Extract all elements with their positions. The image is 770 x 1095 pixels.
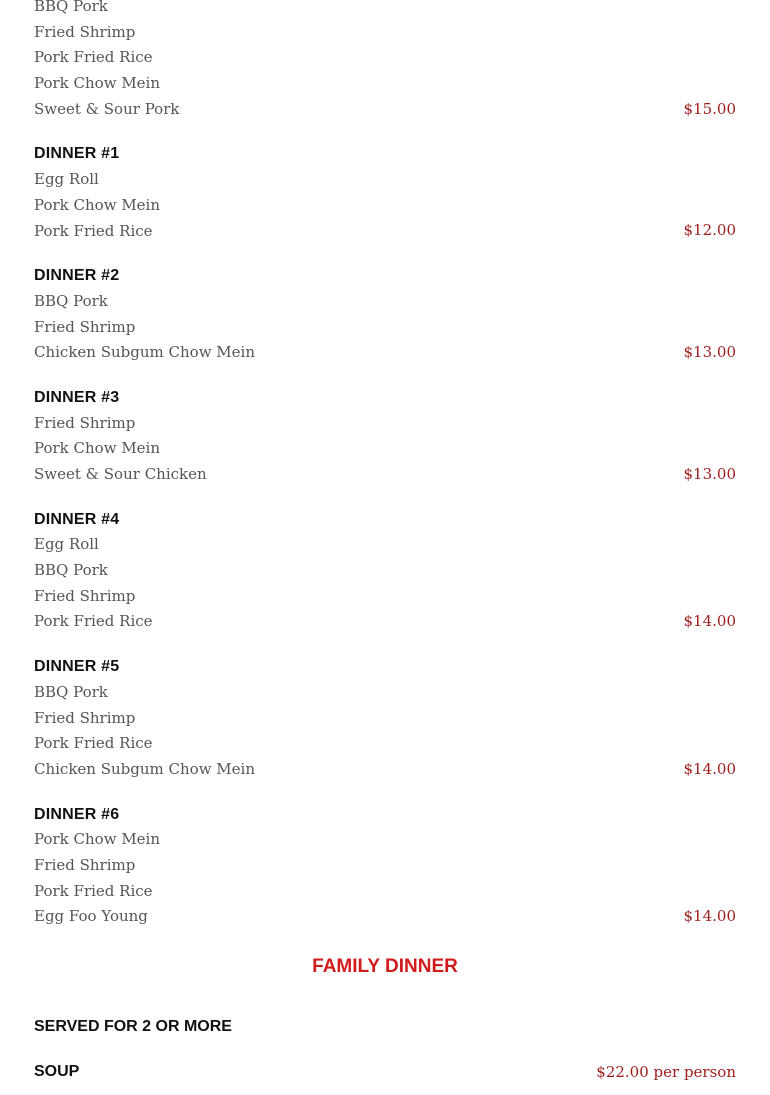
menu-item: Pork Fried Rice — [34, 734, 153, 753]
soup-heading: SOUP — [34, 1063, 80, 1080]
menu-item-label: Chicken Subgum Chow Mein — [34, 759, 255, 778]
menu-item: BBQ Pork — [34, 291, 108, 310]
served-note: SERVED FOR 2 OR MORE — [34, 1018, 232, 1035]
dinner-heading: DINNER #4 — [34, 510, 120, 528]
dinner-block-3 — [34, 385, 736, 488]
menu-price: $14.00 — [683, 907, 736, 926]
menu-price: $12.00 — [683, 221, 736, 240]
menu-item-label: Pork Fried Rice — [34, 221, 153, 240]
menu-item: BBQ Pork — [34, 0, 108, 15]
menu-item: Fried Shrimp — [34, 317, 136, 336]
menu-item: Pork Fried Rice — [34, 48, 153, 67]
menu-item: Pork Chow Mein — [34, 439, 161, 458]
menu-item-label: Sweet & Sour Pork — [34, 99, 180, 118]
menu-item: Pork Chow Mein — [34, 195, 161, 214]
menu-item — [34, 97, 736, 123]
dinner-block-4 — [34, 507, 736, 635]
dinner-block-1 — [34, 141, 736, 244]
menu-item — [34, 219, 736, 245]
menu-item — [34, 904, 736, 930]
dinner-heading: DINNER #3 — [34, 388, 120, 406]
menu-item — [34, 462, 736, 488]
menu-item: Fried Shrimp — [34, 586, 136, 605]
menu-item: Egg Roll — [34, 170, 99, 189]
dinner-heading: DINNER #5 — [34, 658, 120, 676]
menu-item — [34, 340, 736, 366]
menu-block-top — [34, 0, 736, 122]
dinner-heading: DINNER #1 — [34, 145, 120, 163]
dinner-block-6 — [34, 802, 736, 930]
menu-item: Fried Shrimp — [34, 708, 136, 727]
menu-price: $13.00 — [683, 464, 736, 483]
menu-item: Pork Chow Mein — [34, 830, 161, 849]
menu-item: BBQ Pork — [34, 561, 108, 580]
menu-price: $13.00 — [683, 343, 736, 362]
menu-item-label: Chicken Subgum Chow Mein — [34, 343, 255, 362]
menu-item: Fried Shrimp — [34, 413, 136, 432]
menu-item — [34, 757, 736, 783]
menu-price: $14.00 — [683, 759, 736, 778]
dinner-block-5 — [34, 654, 736, 782]
menu-item: Egg Roll — [34, 535, 99, 554]
menu-item — [34, 609, 736, 635]
menu-item: Pork Chow Mein — [34, 74, 161, 93]
dinner-block-2 — [34, 263, 736, 366]
family-dinner-title: FAMILY DINNER — [312, 956, 458, 977]
menu-item-label: Egg Foo Young — [34, 907, 148, 926]
menu-item: Fried Shrimp — [34, 22, 136, 41]
family-price: $22.00 per person — [596, 1063, 736, 1081]
menu-item: Fried Shrimp — [34, 855, 136, 874]
menu-item: Pork Fried Rice — [34, 881, 153, 900]
menu-price: $14.00 — [683, 612, 736, 631]
menu-price: $15.00 — [683, 99, 736, 118]
menu-item-label: Sweet & Sour Chicken — [34, 465, 207, 483]
menu-page — [34, 0, 736, 1085]
menu-item-label: Pork Fried Rice — [34, 612, 153, 631]
dinner-heading: DINNER #2 — [34, 267, 120, 285]
dinner-heading: DINNER #6 — [34, 805, 120, 823]
menu-item: BBQ Pork — [34, 682, 108, 701]
